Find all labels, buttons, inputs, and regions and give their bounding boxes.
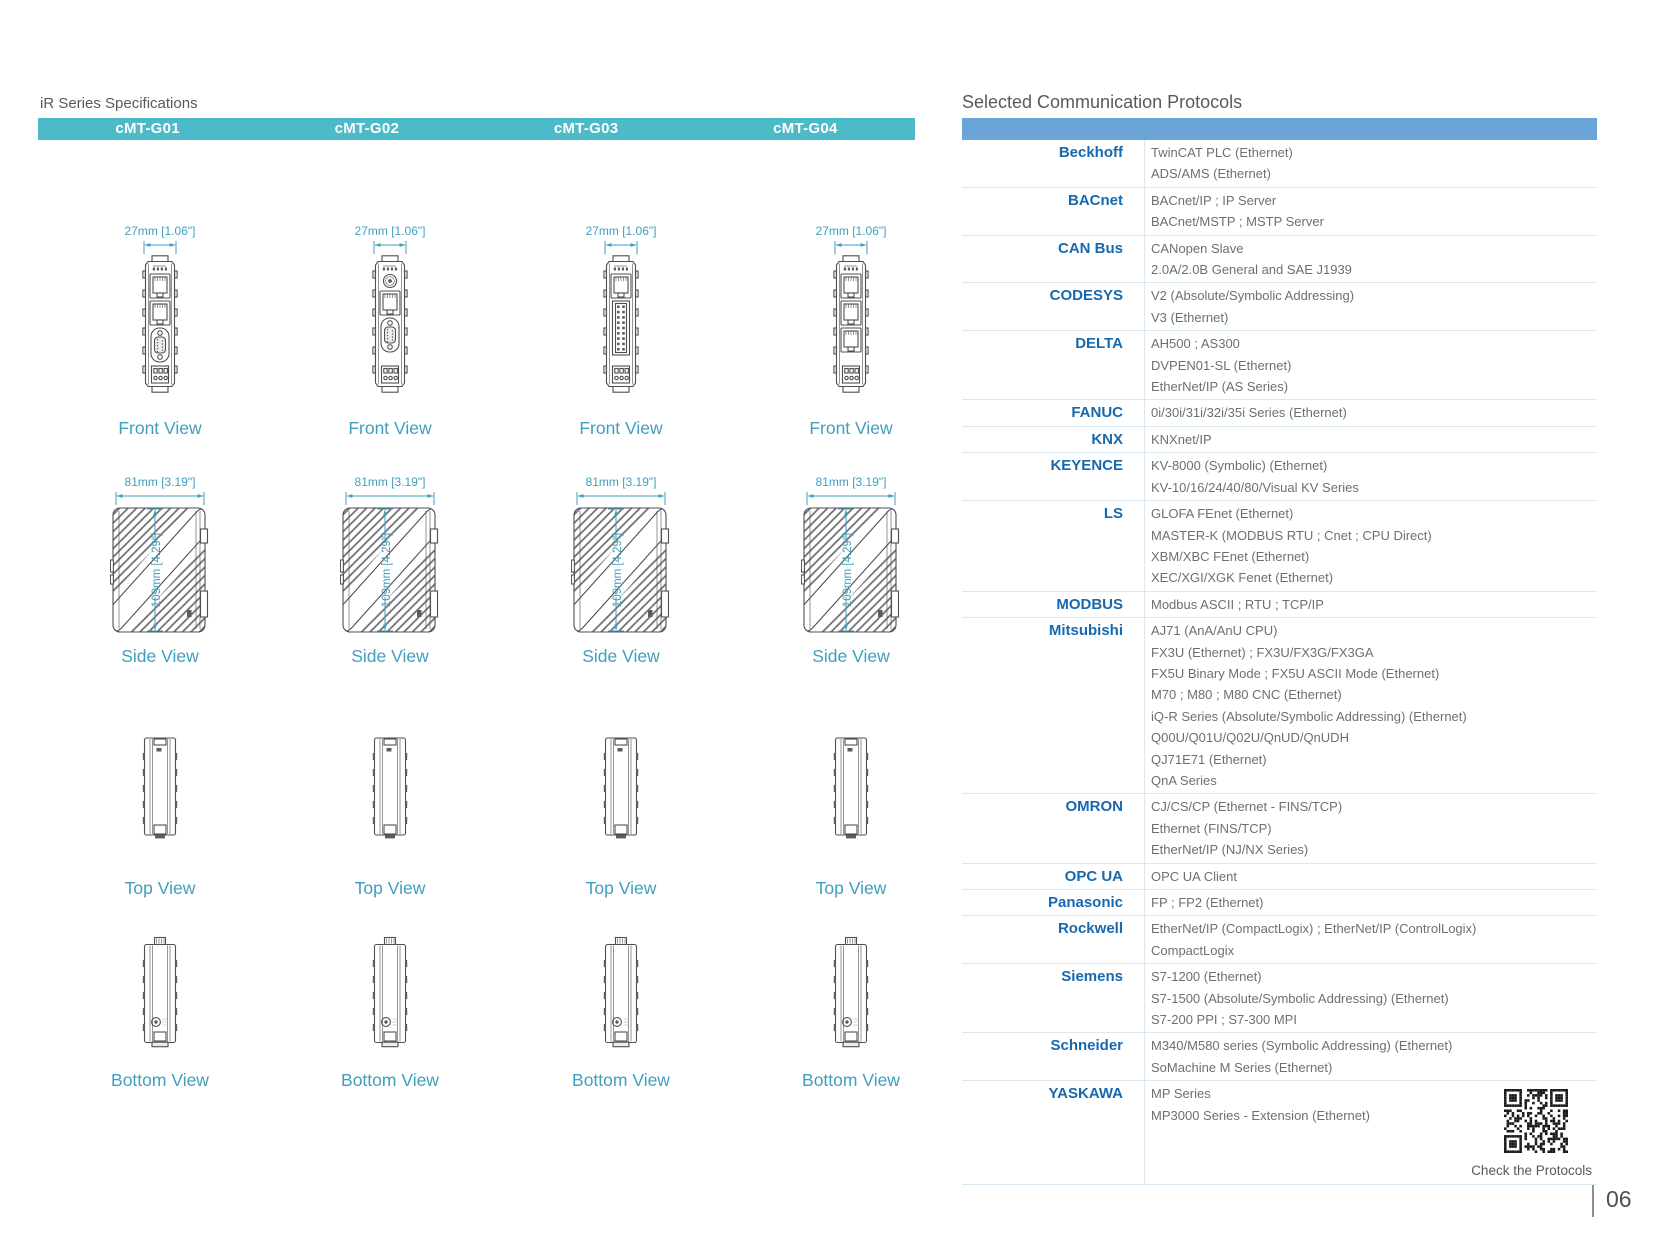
depth-dimension-label: 81mm [3.19"] (124, 475, 196, 489)
protocol-row-opc-ua (962, 863, 1597, 889)
bottom-view-drawing-cmt-g02 (372, 936, 408, 1048)
dimension-arrow-vertical (377, 507, 403, 633)
qr-block (1462, 1089, 1592, 1178)
height-dimension-label (260, 507, 520, 638)
column-header-cmt-g04: cMT-G04 (773, 120, 838, 137)
brand-label-bacnet: BACnet (962, 188, 1145, 235)
protocol-entry: CompactLogix (1151, 942, 1235, 958)
protocol-row-panasonic (962, 889, 1597, 915)
dimension-arrow-horizontal (796, 490, 906, 506)
protocol-entry: Ethernet (FINS/TCP) (1151, 820, 1272, 836)
protocol-entry: DVPEN01-SL (Ethernet) (1151, 357, 1292, 373)
side-view-label: Side View (121, 646, 199, 666)
column-header-cmt-g03: cMT-G03 (553, 120, 619, 137)
right-section-title: Selected Communication Protocols (962, 92, 1243, 112)
protocol-entry: MP3000 Series - Extension (Ethernet) (1151, 1107, 1370, 1123)
io-terminal-block (613, 301, 630, 355)
protocol-entry: SoMachine M Series (Ethernet) (1151, 1059, 1333, 1075)
dimension-arrow-horizontal (335, 490, 445, 506)
bottom-view-drawing-cmt-g04 (833, 936, 869, 1048)
protocol-row-bacnet (962, 187, 1597, 235)
protocol-list (1145, 188, 1597, 235)
protocol-row-siemens (962, 963, 1597, 1032)
protocol-entry: GLOFA FEnet (Ethernet) (1151, 506, 1294, 522)
protocol-entry: OPC UA Client (1151, 868, 1237, 884)
side-view-label: Side View (812, 646, 890, 666)
dimension-arrow-vertical (608, 507, 634, 633)
brand-label-codesys: CODESYS (962, 283, 1145, 330)
front-view-label: Front View (118, 418, 202, 438)
protocol-list (1145, 864, 1597, 889)
usb-round-connector (384, 275, 397, 288)
protocol-entry: AJ71 (AnA/AnU CPU) (1151, 623, 1278, 639)
protocol-list (1145, 890, 1597, 915)
protocol-entry: Modbus ASCII ; RTU ; TCP/IP (1151, 596, 1324, 612)
protocol-list (1145, 400, 1597, 425)
side-view-label: Side View (582, 646, 660, 666)
protocol-row-mitsubishi (962, 617, 1597, 793)
brand-label-schneider: Schneider (962, 1033, 1145, 1080)
svg-text:109mm [4.29"]: 109mm [4.29"] (842, 532, 854, 608)
svg-text:109mm [4.29"]: 109mm [4.29"] (612, 532, 624, 608)
top-view-label: Top View (124, 878, 196, 898)
front-view-drawing-cmt-g04 (829, 255, 873, 393)
protocol-entry: QJ71E71 (Ethernet) (1151, 751, 1267, 767)
protocol-entry: KNXnet/IP (1151, 431, 1212, 447)
protocol-list (1145, 283, 1597, 330)
protocol-entry: M340/M580 series (Symbolic Addressing) (Ethernet) (1151, 1038, 1453, 1054)
column-header-cmt-g02: cMT-G02 (334, 120, 400, 137)
protocol-list (1145, 964, 1597, 1032)
brand-label-omron: OMRON (962, 794, 1145, 862)
protocol-entry: CANopen Slave (1151, 240, 1244, 256)
page-number: 06 (1606, 1186, 1632, 1212)
protocol-entry: KV-8000 (Symbolic) (Ethernet) (1151, 458, 1328, 474)
protocol-list (1145, 140, 1597, 187)
protocol-entry: XBM/XBC FEnet (Ethernet) (1151, 548, 1310, 564)
protocol-list (1145, 1033, 1597, 1080)
depth-dimension-label: 81mm [3.19"] (354, 475, 426, 489)
spec-column-cmt-g04 (721, 200, 981, 1120)
protocol-row-codesys (962, 282, 1597, 330)
dimension-arrow-horizontal (137, 239, 183, 255)
top-view-drawing-cmt-g04 (833, 735, 869, 839)
spec-column-cmt-g01 (30, 200, 290, 1120)
qr-code[interactable] (1504, 1089, 1568, 1153)
protocol-list (1145, 427, 1597, 452)
brand-label-delta: DELTA (962, 331, 1145, 399)
front-view-label: Front View (809, 418, 893, 438)
top-view-drawing-cmt-g01 (142, 735, 178, 839)
svg-text:109mm [4.29"]: 109mm [4.29"] (151, 532, 163, 608)
protocol-entry: EtherNet/IP (CompactLogix) ; EtherNet/IP (ControlLogix) (1151, 921, 1477, 937)
spec-column-cmt-g02 (260, 200, 520, 1120)
protocols-table (962, 140, 1597, 1185)
protocol-list (1145, 236, 1597, 283)
protocol-row-fanuc (962, 399, 1597, 425)
protocol-entry: S7-1200 (Ethernet) (1151, 969, 1262, 985)
spec-column-cmt-g03 (491, 200, 751, 1120)
top-view-drawing-cmt-g03 (603, 735, 639, 839)
protocol-row-keyence (962, 452, 1597, 500)
brand-label-knx: KNX (962, 427, 1145, 452)
qr-caption: Check the Protocols (1471, 1163, 1592, 1179)
brand-label-ls: LS (962, 501, 1145, 591)
protocol-entry: S7-200 PPI ; S7-300 MPI (1151, 1012, 1297, 1028)
protocol-entry: FX3U (Ethernet) ; FX3U/FX3G/FX3GA (1151, 644, 1374, 660)
width-dimension-label: 27mm [1.06"] (585, 224, 657, 238)
protocol-entry: EtherNet/IP (AS Series) (1151, 379, 1289, 395)
protocol-entry: BACnet/MSTP ; MSTP Server (1151, 214, 1324, 230)
brand-label-panasonic: Panasonic (962, 890, 1145, 915)
protocol-entry: BACnet/IP ; IP Server (1151, 192, 1277, 208)
protocol-entry: V3 (Ethernet) (1151, 309, 1229, 325)
protocols-header-bar (962, 118, 1597, 140)
dimension-arrow-vertical (838, 507, 864, 633)
dimension-arrow-vertical (147, 507, 173, 633)
bottom-view-label: Bottom View (802, 1070, 900, 1090)
width-dimension-label: 27mm [1.06"] (815, 224, 887, 238)
top-view-label: Top View (354, 878, 426, 898)
protocol-row-knx (962, 426, 1597, 452)
depth-dimension-label: 81mm [3.19"] (815, 475, 887, 489)
protocol-row-beckhoff (962, 140, 1597, 187)
protocol-row-delta (962, 330, 1597, 399)
protocol-row-rockwell (962, 915, 1597, 963)
protocol-row-omron (962, 793, 1597, 862)
protocol-list (1145, 501, 1597, 591)
svg-text:109mm [4.29"]: 109mm [4.29"] (381, 532, 393, 608)
top-view-label: Top View (815, 878, 887, 898)
protocol-entry: Q00U/Q01U/Q02U/QnUD/QnUDH (1151, 730, 1349, 746)
protocol-entry: FX5U Binary Mode ; FX5U ASCII Mode (Ethernet) (1151, 665, 1440, 681)
brand-label-can-bus: CAN Bus (962, 236, 1145, 283)
front-view-label: Front View (348, 418, 432, 438)
protocol-row-ls (962, 500, 1597, 591)
height-dimension-label (721, 507, 981, 638)
bottom-view-drawing-cmt-g03 (603, 936, 639, 1048)
brand-label-opc-ua: OPC UA (962, 864, 1145, 889)
brand-label-beckhoff: Beckhoff (962, 140, 1145, 187)
brand-label-mitsubishi: Mitsubishi (962, 618, 1145, 793)
protocol-entry: S7-1500 (Absolute/Symbolic Addressing) (Ethernet) (1151, 990, 1449, 1006)
protocol-row-can-bus (962, 235, 1597, 283)
protocol-entry: 2.0A/2.0B General and SAE J1939 (1151, 262, 1352, 278)
protocol-entry: V2 (Absolute/Symbolic Addressing) (1151, 288, 1355, 304)
depth-dimension-label: 81mm [3.19"] (585, 475, 657, 489)
left-section-title: iR Series Specifications (40, 95, 198, 112)
protocol-entry: QnA Series (1151, 772, 1217, 788)
bottom-view-drawing-cmt-g01 (142, 936, 178, 1048)
bottom-view-label: Bottom View (111, 1070, 209, 1090)
dimension-arrow-horizontal (566, 490, 676, 506)
brand-label-fanuc: FANUC (962, 400, 1145, 425)
dimension-arrow-horizontal (598, 239, 644, 255)
top-view-label: Top View (585, 878, 657, 898)
protocol-entry: EtherNet/IP (NJ/NX Series) (1151, 842, 1309, 858)
protocol-entry: XEC/XGI/XGK Fenet (Ethernet) (1151, 570, 1334, 586)
page-number-divider (1592, 1185, 1594, 1217)
brand-label-keyence: KEYENCE (962, 453, 1145, 500)
dimension-arrow-horizontal (105, 490, 215, 506)
protocol-list (1145, 331, 1597, 399)
brand-label-yaskawa: YASKAWA (962, 1081, 1145, 1184)
protocol-entry: ADS/AMS (Ethernet) (1151, 166, 1271, 182)
protocol-entry: M70 ; M80 ; M80 CNC (Ethernet) (1151, 687, 1342, 703)
front-view-drawing-cmt-g02 (368, 255, 412, 393)
brand-label-rockwell: Rockwell (962, 916, 1145, 963)
width-dimension-label: 27mm [1.06"] (124, 224, 196, 238)
front-view-drawing-cmt-g01 (138, 255, 182, 393)
dimension-arrow-horizontal (828, 239, 874, 255)
protocol-entry: iQ-R Series (Absolute/Symbolic Addressing) (Ethernet) (1151, 708, 1467, 724)
top-view-drawing-cmt-g02 (372, 735, 408, 839)
side-view-label: Side View (351, 646, 429, 666)
protocol-entry: CJ/CS/CP (Ethernet - FINS/TCP) (1151, 799, 1343, 815)
protocol-entry: MASTER-K (MODBUS RTU ; Cnet ; CPU Direct) (1151, 527, 1432, 543)
bottom-view-label: Bottom View (341, 1070, 439, 1090)
spec-table-header-bar (38, 118, 915, 140)
height-dimension-label (30, 507, 290, 638)
protocol-entry: FP ; FP2 (Ethernet) (1151, 895, 1264, 910)
column-header-cmt-g01: cMT-G01 (115, 120, 180, 137)
protocol-row-modbus (962, 591, 1597, 617)
bottom-view-label: Bottom View (572, 1070, 670, 1090)
protocol-list (1145, 453, 1597, 500)
protocol-entry: KV-10/16/24/40/80/Visual KV Series (1151, 479, 1359, 495)
protocol-entry: MP Series (1151, 1086, 1211, 1102)
protocol-row-yaskawa (962, 1080, 1597, 1184)
protocol-entry: TwinCAT PLC (Ethernet) (1151, 145, 1293, 160)
dimension-arrow-horizontal (367, 239, 413, 255)
brand-label-modbus: MODBUS (962, 592, 1145, 617)
brand-label-siemens: Siemens (962, 964, 1145, 1032)
protocol-list (1145, 618, 1597, 793)
protocol-list (1145, 794, 1597, 862)
front-view-label: Front View (579, 418, 663, 438)
protocol-row-schneider (962, 1032, 1597, 1080)
width-dimension-label: 27mm [1.06"] (354, 224, 426, 238)
protocol-entry: 0i/30i/31i/32i/35i Series (Ethernet) (1151, 405, 1347, 421)
protocol-entry: AH500 ; AS300 (1151, 336, 1240, 352)
protocol-list (1145, 916, 1597, 963)
front-view-drawing-cmt-g03 (599, 255, 643, 393)
height-dimension-label (491, 507, 751, 638)
protocol-list (1145, 592, 1597, 617)
